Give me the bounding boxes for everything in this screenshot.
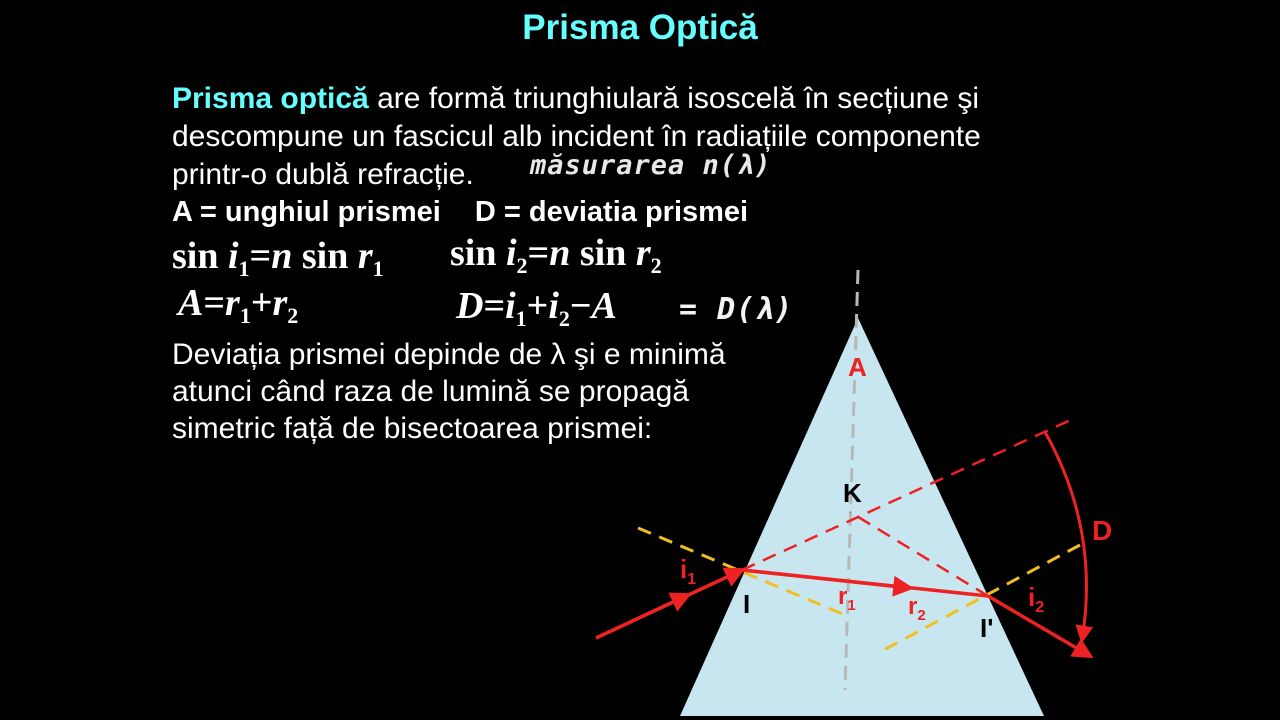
minimum-line2: atunci când raza de lumină se propagă [172,375,690,408]
handwritten-note-deviation: = D(λ) [679,292,794,327]
incident-ray-arrow [596,595,688,638]
definition-deviation: D = deviatia prismei [474,196,749,228]
intro-line3: printr-o dublă refracție. [172,158,474,191]
handwritten-note-measurement: măsurarea n(λ) [530,150,772,181]
formula-prism-angle: $A=r_1+r_2$ [178,282,299,328]
label-K: K [843,478,862,508]
page-title: Prisma Optică [522,8,758,47]
minimum-line1: Deviația prismei depinde de λ şi e minimă [172,338,726,371]
formula-deviation: $D=i_1+i_2-A$ [456,285,617,331]
intro-term: Prisma optică [172,82,369,115]
definition-angle: A = unghiul prismei [172,196,441,228]
deviation-arc [1045,432,1086,640]
minimum-line3: simetric față de bisectoarea prismei: [172,412,653,445]
label-D: D [1092,515,1113,546]
label-i2: $i_2$ [1028,582,1045,616]
label-I: I [743,589,751,619]
intro-line2: descompune un fascicul alb incident în radiațiile componente [172,120,981,153]
intro-line1: are formă triunghiulară isoscelă în secțiune şi [368,82,980,115]
formula-snell-first-face: $\sin i_1=n$ $\sin r_1$ [172,235,384,281]
label-r2: $r_2$ [908,593,926,624]
formula-snell-second-face: $\sin i_2=n$ $\sin r_2$ [450,232,662,278]
label-i1: $i_1$ [680,554,697,588]
label-r1: $r_1$ [838,583,856,614]
label-I-prime: I' [980,613,994,643]
label-angle-A: A [848,352,867,382]
